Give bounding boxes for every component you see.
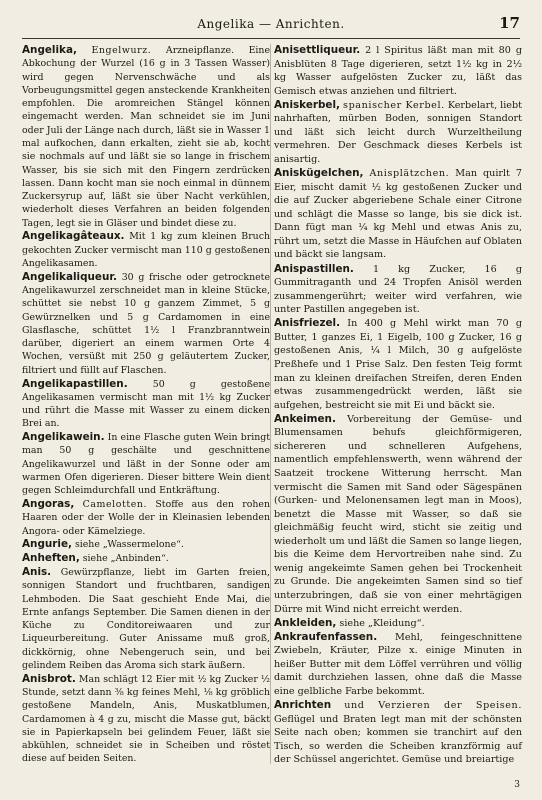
- dictionary-entry: [274, 413, 522, 616]
- entry-text: siehe „Kleidung“.: [339, 617, 425, 629]
- entry-synonym: und Verzieren der Speisen.: [344, 700, 522, 711]
- dictionary-entry: [274, 44, 522, 98]
- dictionary-entry: [22, 673, 270, 766]
- header-title: Angelika — Anrichten.: [197, 17, 345, 31]
- dictionary-entry: [22, 552, 270, 565]
- dictionary-entry: [22, 538, 270, 551]
- entry-headword: Angelikapastillen.: [22, 377, 128, 390]
- dictionary-entry: [22, 431, 270, 497]
- running-header: [22, 14, 520, 39]
- entry-headword: Anisbrot.: [22, 672, 76, 685]
- dictionary-entry: [274, 617, 522, 631]
- entry-synonym: Camelotten.: [82, 499, 148, 511]
- entry-synonym: Engelwurz.: [91, 45, 152, 56]
- right-column: [274, 44, 522, 767]
- dictionary-entry: [22, 566, 270, 672]
- entry-text: Gewürzpflanze, liebt im Garten freien, sonnigen Standort und fruchtbaren, sandigen Lehmboden. Die Saat geschieht Ende Mai, die Ernte anfangs September. Die Samen dienen in der Küche zu Conditoreiwaaren und zur Liqueurbereitung. Guter Anissame muß groß, dickkörnig, ohne Nebengeruch sein, und bei gelindem Reiben das Aroma sich stark äußern.: [22, 566, 270, 671]
- entry-text: Arzneipflanze. Eine Abkochung der Wurzel (16 g in 3 Tassen Wasser) wird gegen Nervenschwäche und als Vorbeugungsmittel gegen ansteckende Krankheiten empfohlen. Die aromreichen Stängel können eingemacht werden. Man schneidet sie im Juni oder Juli der Länge nach durch, läßt sie in Wasser 1 mal aufkochen, dann erkalten, zieht sie ab, kocht sie nochmals auf und läßt sie so lange in frischem Wasser, bis sie sich mit den Fingern zerdrücken lassen. Dann kocht man sie noch einmal in dünnem Zuckersyrup auf, läßt sie über Nacht verkühlen, wiederholt dieses Verfahren an beiden folgenden Tagen, legt sie in Gläser und bindet diese zu.: [22, 45, 271, 229]
- dictionary-entry: [274, 317, 522, 412]
- entry-headword: Anheften,: [22, 552, 80, 565]
- entry-text: Kerbelart, liebt nahrhaften, mürben Boden, sonnigen Standort und läßt sich leicht durch Wurzeltheilung vermehren. Der Geschmack dieses Kerbels ist anisartig.: [274, 99, 522, 165]
- entry-text: siehe „Anbinden“.: [82, 553, 169, 565]
- entry-synonym: spanischer Kerbel.: [343, 99, 445, 111]
- dictionary-entry: [22, 378, 270, 431]
- entry-text: 1 kg Zucker, 16 g Gummitraganth und 24 Tropfen Anisöl werden zusammengerührt; weiter wird verfahren, wie unter Pastillen angegeben ist.: [274, 263, 522, 316]
- entry-text: Man schlägt 12 Eier mit ½ kg Zucker ½ Stunde, setzt dann ⅜ kg feines Mehl, ⅛ kg gröblich gestoßene Mandeln, Anis, Muskatblumen, Cardamomen à 4 g zu, mischt die Masse gut, bäckt sie in Papierkapseln bei gelindem Feuer, läßt sie abkühlen, schneidet sie in Scheiben und röstet diese auf beiden Seiten.: [22, 673, 270, 765]
- entry-text: Stoffe aus den rohen Haaren oder der Wolle der in Kleinasien lebenden Angora- oder Kämelziege.: [22, 499, 270, 537]
- entry-synonym: Anisplätzchen.: [369, 168, 450, 180]
- entry-text: Mehl, feingeschnittene Zwiebeln, Kräuter, Pilze x. einige Minuten in heißer Butter mit dem Löffel verrühren und völlig damit durchziehen lassen, ohne daß die Masse eine gelbliche Farbe bekommt.: [274, 631, 522, 697]
- entry-headword: Angelikawein.: [22, 431, 105, 444]
- entry-headword: Anispastillen.: [274, 262, 354, 275]
- entry-text: 50 g gestoßene Angelikasamen vermischt man mit 1½ kg Zucker und rührt die Masse mit Wasser zu einem dicken Brei an.: [22, 378, 271, 430]
- entry-headword: Ankleiden,: [274, 616, 337, 629]
- dictionary-entry: [22, 271, 270, 377]
- entry-text: 2 l Spiritus läßt man mit 80 g Anisblüten 8 Tage digerieren, setzt 1½ kg in 2½ kg Wasser aufgelösten Zucker zu, läßt das Gemisch etwas anziehen und filtriert.: [274, 45, 522, 97]
- dictionary-entry: [274, 699, 522, 767]
- signature-mark: 3: [514, 780, 520, 790]
- entry-text: Man quirlt 7 Eier, mischt damit ½ kg gestoßenen Zucker und die auf Zucker abgeriebene Schale einer Citrone und schlägt die Masse so lange, bis sie dick ist. Dann fügt man ¼ kg Mehl und etwas Anis zu, rührt um, setzt die Masse in Häufchen auf Oblaten und bäckt sie langsam.: [274, 168, 522, 261]
- dictionary-entry: [274, 263, 522, 317]
- dictionary-entry: [22, 230, 270, 270]
- entry-headword: Ankeimen.: [274, 412, 336, 425]
- entry-headword: Angelikagâteaux.: [22, 230, 125, 243]
- entry-headword: Anisfriezel.: [274, 317, 341, 330]
- entry-text: 30 g frische oder getrocknete Angelikawurzel zerschneidet man in kleine Stücke, schüttet sie nebst 10 g ganzem Zimmet, 5 g Gewürznelken und 5 g Cardamomen in eine Glasflasche, schüttet 1½ l Franzbranntwein darüber, digeriert an einem warmen Orte 4 Wochen, versüßt mit 250 g geläutertem Zucker, filtriert und füllt auf Flaschen.: [22, 271, 270, 376]
- entry-headword: Aniskerbel,: [274, 98, 340, 111]
- dictionary-entry: [274, 167, 522, 262]
- entry-text: Geflügel und Braten legt man mit der schönsten Seite nach oben; kommen sie tranchirt auf den Tisch, so werden die Scheiben kranzförmig auf der Schüssel angerichtet. Gemüse und breiartige: [274, 713, 522, 766]
- entry-headword: Aniskügelchen,: [274, 167, 364, 180]
- dictionary-entry: [274, 99, 522, 167]
- entry-text: In eine Flasche guten Wein bringt man 50 g geschälte und geschnittene Angelikawurzel und läßt in der Sonne oder am warmen Ofen digerieren. Dieser bittere Wein dient gegen Schleimdurchfall und Entkräftung.: [22, 432, 270, 497]
- dictionary-entry: [22, 44, 270, 230]
- dictionary-entry: [22, 498, 270, 538]
- entry-text: In 400 g Mehl wirkt man 70 g Butter, 1 ganzes Ei, 1 Eigelb, 100 g Zucker, 16 g gestoßenen Anis, ¼ l Milch, 30 g aufgelöste Preßhefe und 1 Prise Salz. Den festen Teig formt man zu kleinen dreifachen Streifen, deren Enden etwas zusammengedrückt werden, läßt sie aufgehen, bestreicht sie mit Ei und bäckt sie.: [274, 318, 522, 411]
- entry-headword: Angelika,: [22, 44, 77, 56]
- entry-headword: Angoras,: [22, 498, 75, 511]
- left-column: [22, 44, 270, 766]
- entry-text: siehe „Wassermelone“.: [74, 539, 184, 551]
- entry-headword: Ankraufenfassen.: [274, 630, 378, 643]
- dictionary-entry: [274, 631, 522, 699]
- page-number: 17: [499, 14, 520, 32]
- column-divider: [270, 44, 271, 764]
- entry-headword: Angurie,: [22, 538, 72, 551]
- entry-headword: Anrichten: [274, 699, 332, 711]
- entry-text: Mit 1 kg zum kleinen Bruch gekochten Zucker vermischt man 110 g gestoßenen Angelikasamen.: [22, 231, 271, 269]
- entry-headword: Angelikaliqueur.: [22, 270, 117, 283]
- entry-headword: Anisettliqueur.: [274, 44, 361, 56]
- entry-headword: Anis.: [22, 565, 52, 578]
- entry-text: Vorbereitung der Gemüse- und Blumensamen behufs gleichförmigeren, sichereren und schnelleren Aufgehens, namentlich empfehlenswerth, wenn während der Saatzeit trockene Witterung herrscht. Man vermischt die Samen mit Sand oder Sägespänen (Gurken- und Melonensamen legt man in Moos), benetzt die Masse mit Wasser, so daß sie gleichmäßig feucht wird, sticht sie zeitig und wiederholt um und läßt die Samen so lange liegen, bis die Keime dem Hervortreiben nahe sind. Zu wenig angekeimte Samen gehen bei Trockenheit zu Grunde. Die angekeimten Samen sind so tief unterzubringen, daß sie von einer mehrtägigen Dürre mit Wind nicht erreicht werden.: [274, 413, 522, 615]
